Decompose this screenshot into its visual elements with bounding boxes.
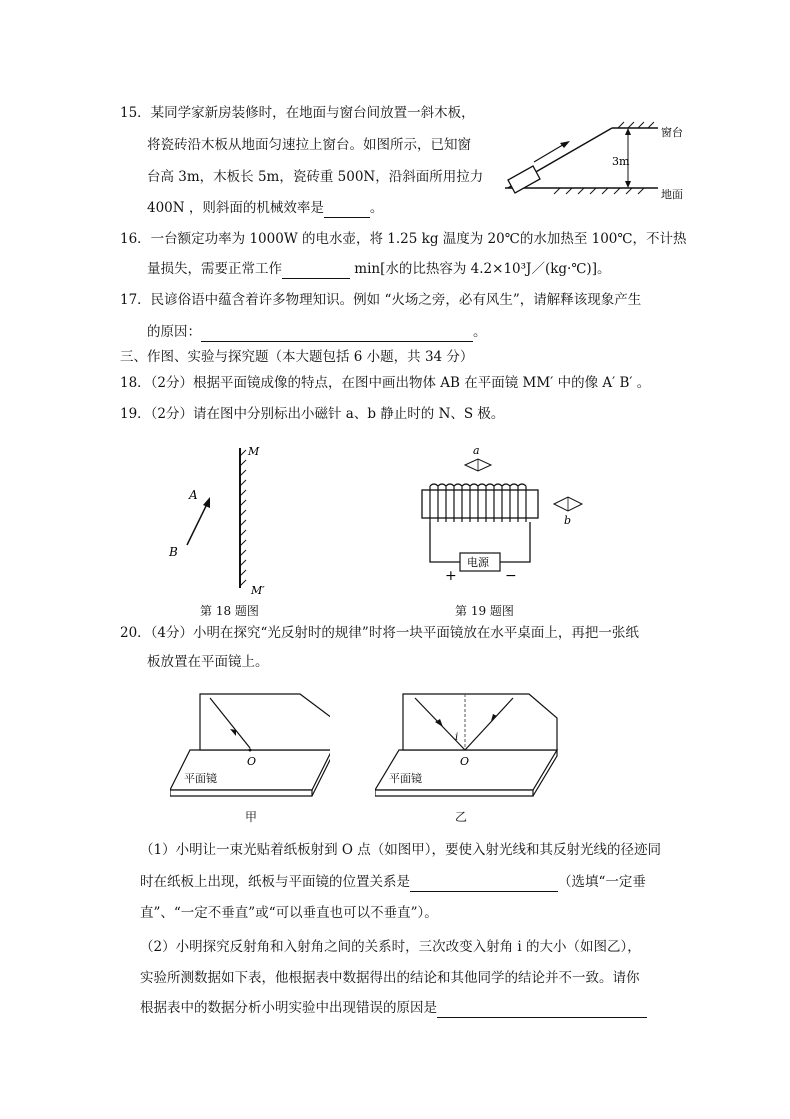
- section-3-heading: 三、作图、实验与探究题（本大题包括 6 小题，共 34 分）: [120, 349, 474, 365]
- ground-label: 地面: [661, 188, 683, 201]
- q15-line-4: [147, 198, 383, 218]
- point-b-label: B: [169, 545, 178, 559]
- needle-a-label: a: [473, 444, 480, 457]
- mirror-label-yi: 平面镜: [389, 772, 422, 785]
- point-o-label: O: [247, 755, 257, 768]
- q15-answer-blank[interactable]: [324, 201, 370, 218]
- mirror-label-m: M: [248, 445, 260, 458]
- q17-answer-blank[interactable]: [201, 325, 473, 342]
- q20-part2-line-2: 实验所测数据如下表，他根据表中数据得出的结论和其他同学的结论并不一致。请你: [140, 970, 640, 986]
- mirror-label-jia: 平面镜: [184, 772, 217, 785]
- solenoid-figure-19: [410, 442, 590, 584]
- needle-b-label: b: [564, 514, 572, 527]
- paper-board-yi: [403, 694, 557, 750]
- q20-part1-line-1: （1）小明让一束光贴着纸板射到 O 点（如图甲），要使入射光线和其反射光线的径迹同: [140, 842, 661, 858]
- wire-left: [430, 522, 460, 562]
- fig-jia-caption: 甲: [245, 810, 258, 824]
- q20-part1-answer-blank[interactable]: [410, 875, 558, 892]
- fig19-caption: 第 19 题图: [455, 604, 514, 618]
- q20-part1-text-2b: （选填“一定垂: [558, 874, 646, 890]
- minus-terminal: −: [505, 568, 517, 584]
- q17-line-1: 17．民谚俗语中蕴含着许多物理知识。例如 “火场之旁，必有风生”，请解释该现象产生: [120, 292, 642, 308]
- q17-text-2b: 。: [473, 324, 487, 340]
- q17-line-2: [147, 322, 487, 342]
- q20-line-1: 20．（4分）小明在探究“光反射时的规律”时将一块平面镜放在水平桌面上，再把一张纸: [120, 625, 639, 641]
- fig-yi-caption: 乙: [455, 810, 468, 824]
- q16-answer-blank[interactable]: [282, 262, 350, 279]
- q18-text: 18．（2分）根据平面镜成像的特点，在图中画出物体 AB 在平面镜 MM′ 中的像 A′ B′ 。: [120, 375, 651, 391]
- q19-text: 19．（2分）请在图中分别标出小磁针 a、b 静止时的 N、S 极。: [120, 406, 505, 422]
- height-label: 3m: [612, 155, 630, 168]
- q16-line-1: 16．一台额定功率为 1000W 的电水壶，将 1.25 kg 温度为 20℃的水加热至 100℃，不计热: [120, 231, 687, 247]
- q20-part2-line-1: （2）小明探究反射角和入射角之间的关系时，三次改变入射角 i 的大小（如图乙），: [140, 939, 641, 955]
- q20-part2-answer-blank[interactable]: [437, 1001, 647, 1018]
- point-a-label: A: [189, 488, 198, 502]
- q17-text-2a: 的原因：: [147, 324, 201, 340]
- inclined-plane-figure: [500, 118, 700, 202]
- q15-line-1: 15．某同学家新房装修时，在地面与窗台间放置一斜木板，: [120, 105, 475, 121]
- q20-part1-line-2: [140, 872, 646, 892]
- q20-part1-text-2a: 时在纸板上出现，纸板与平面镜的位置关系是: [140, 874, 410, 890]
- wire-right: [500, 522, 530, 562]
- power-source-label: 电源: [467, 556, 489, 569]
- angle-i-label: i: [455, 732, 459, 743]
- q20-part1-line-3: 直”、“一定不垂直”或“可以垂直也可以不垂直”）。: [140, 905, 438, 921]
- q15-text-4a: 400N ，则斜面的机械效率是: [147, 200, 324, 216]
- point-o-label-yi: O: [460, 755, 470, 768]
- q16-line-2: [147, 259, 610, 279]
- plus-terminal: +: [445, 568, 457, 584]
- q15-text-4b: 。: [369, 200, 384, 216]
- tile-block: [508, 166, 540, 193]
- q20-part2-text-3: 根据表中的数据分析小明实验中出现错误的原因是: [140, 1000, 437, 1016]
- object-ab: [187, 502, 208, 545]
- q16-text-2b: min[水的比热容为 4.2×10³J／(kg·℃)]。: [350, 261, 611, 277]
- q20-line-2: 板放置在平面镜上。: [147, 654, 269, 670]
- pull-arrow: [534, 143, 566, 162]
- mirror-label-m-prime: M′: [251, 584, 265, 597]
- reflection-figure-jia: [170, 690, 330, 802]
- mirror-figure-18: [160, 442, 280, 597]
- solenoid-core: [422, 490, 538, 518]
- q15-line-2: 将瓷砖沿木板从地面匀速拉上窗台。如图所示，已知窗: [147, 137, 471, 153]
- fig18-caption: 第 18 题图: [200, 604, 259, 618]
- reflection-figure-yi: [375, 690, 565, 802]
- q16-text-2a: 量损失，需要正常工作: [147, 261, 282, 277]
- q15-line-3: 台高 3m，木板长 5m，瓷砖重 500N，沿斜面所用拉力: [147, 169, 484, 185]
- paper-board: [200, 694, 330, 750]
- windowsill-label: 窗台: [661, 126, 683, 139]
- q20-part2-line-3: [140, 998, 647, 1018]
